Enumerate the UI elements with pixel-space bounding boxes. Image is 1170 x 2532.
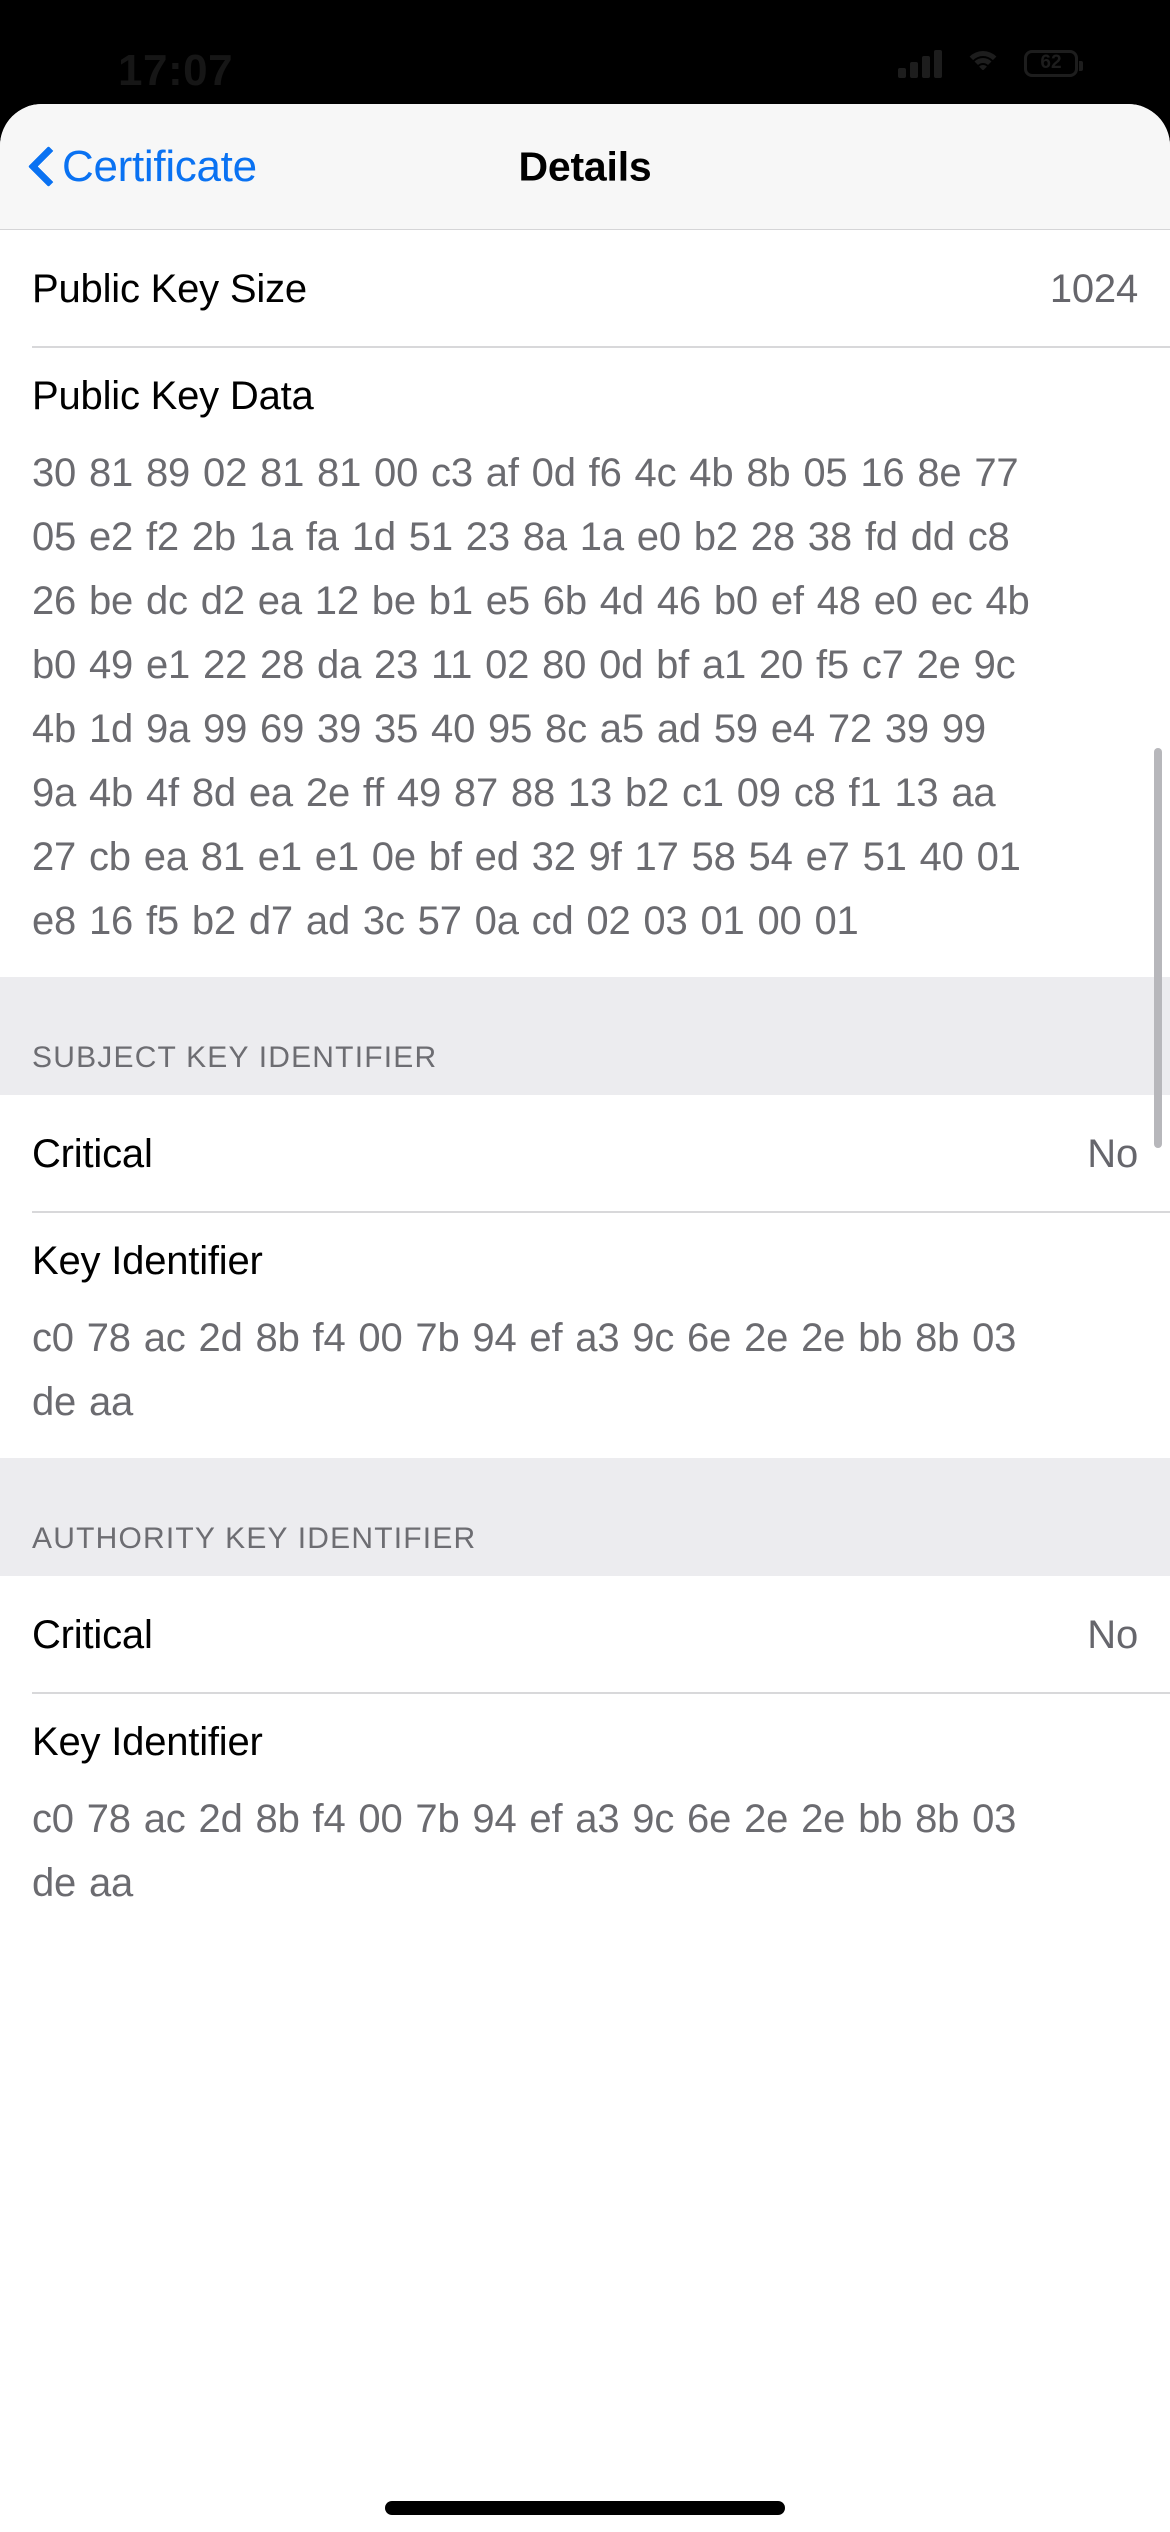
authority-critical-label: Critical: [32, 1612, 153, 1657]
vertical-scrollbar[interactable]: [1154, 748, 1162, 1148]
row-public-key-data: [0, 348, 1170, 977]
section-header-authority-key-identifier: [0, 1458, 1170, 1576]
row-public-key-size: [0, 230, 1170, 348]
public-key-size-value: 1024: [1049, 266, 1138, 311]
subject-critical-value: No: [1087, 1131, 1138, 1176]
battery-level-label: 62: [1040, 52, 1062, 73]
back-button-label: Certificate: [62, 141, 257, 191]
section-header-label: AUTHORITY KEY IDENTIFIER: [32, 1522, 477, 1555]
authority-critical-value: No: [1087, 1612, 1138, 1657]
authority-key-identifier-value: c0 78 ac 2d 8b f4 00 7b 94 ef a3 9c 6e 2e 2e bb 8b 03 de aa: [32, 1797, 1017, 1905]
public-key-data-label: Public Key Data: [32, 374, 314, 418]
row-authority-key-identifier: [0, 1694, 1170, 1939]
subject-key-identifier-value: c0 78 ac 2d 8b f4 00 7b 94 ef a3 9c 6e 2e 2e bb 8b 03 de aa: [32, 1316, 1017, 1424]
section-header-subject-key-identifier: [0, 977, 1170, 1095]
authority-key-identifier-label: Key Identifier: [32, 1720, 263, 1764]
subject-critical-label: Critical: [32, 1131, 153, 1176]
page-title: Details: [518, 143, 652, 189]
row-subject-critical: [0, 1095, 1170, 1213]
wifi-icon: [964, 49, 1002, 77]
navigation-bar: [0, 104, 1170, 230]
row-authority-critical: [0, 1576, 1170, 1694]
section-header-label: SUBJECT KEY IDENTIFIER: [32, 1041, 438, 1074]
home-indicator[interactable]: [385, 2501, 785, 2515]
subject-key-identifier-label: Key Identifier: [32, 1239, 263, 1283]
status-bar-indicators: [898, 48, 1078, 78]
details-scroll-view[interactable]: [0, 230, 1170, 2532]
public-key-data-value: 30 81 89 02 81 81 00 c3 af 0d f6 4c 4b 8b 05 16 8e 77 05 e2 f2 2b 1a fa 1d 51 23 8a 1a e0 b2 28 38 fd dd c8 26 be dc d2 ea 12 be b1 e5 6b 4d 46 b0 ef 48 e0 ec 4b b0 49 e1 22 28 da 23 11 02 80 0d bf a1 20 f5 c7 2e 9c 4b 1d 9a 99 69 39 35 40 95 8c a5 ad 59 e4 72 39 99 9a 4b 4f 8d ea 2e ff 49 87 88 13 b2 c1 09 c8 f1 13 aa 27 cb ea 81 e1 e1 0e bf ed 32 9f 17 58 54 e7 51 40 01 e8 16 f5 b2 d7 ad 3c 57 0a cd 02 03 01 00 01: [32, 451, 1030, 943]
row-subject-key-identifier: [0, 1213, 1170, 1458]
battery-icon: [1024, 50, 1078, 77]
cellular-signal-icon: [898, 48, 942, 78]
status-bar-time: 17:07: [118, 46, 234, 95]
app-content-card: [0, 104, 1170, 2532]
public-key-size-label: Public Key Size: [32, 266, 307, 311]
